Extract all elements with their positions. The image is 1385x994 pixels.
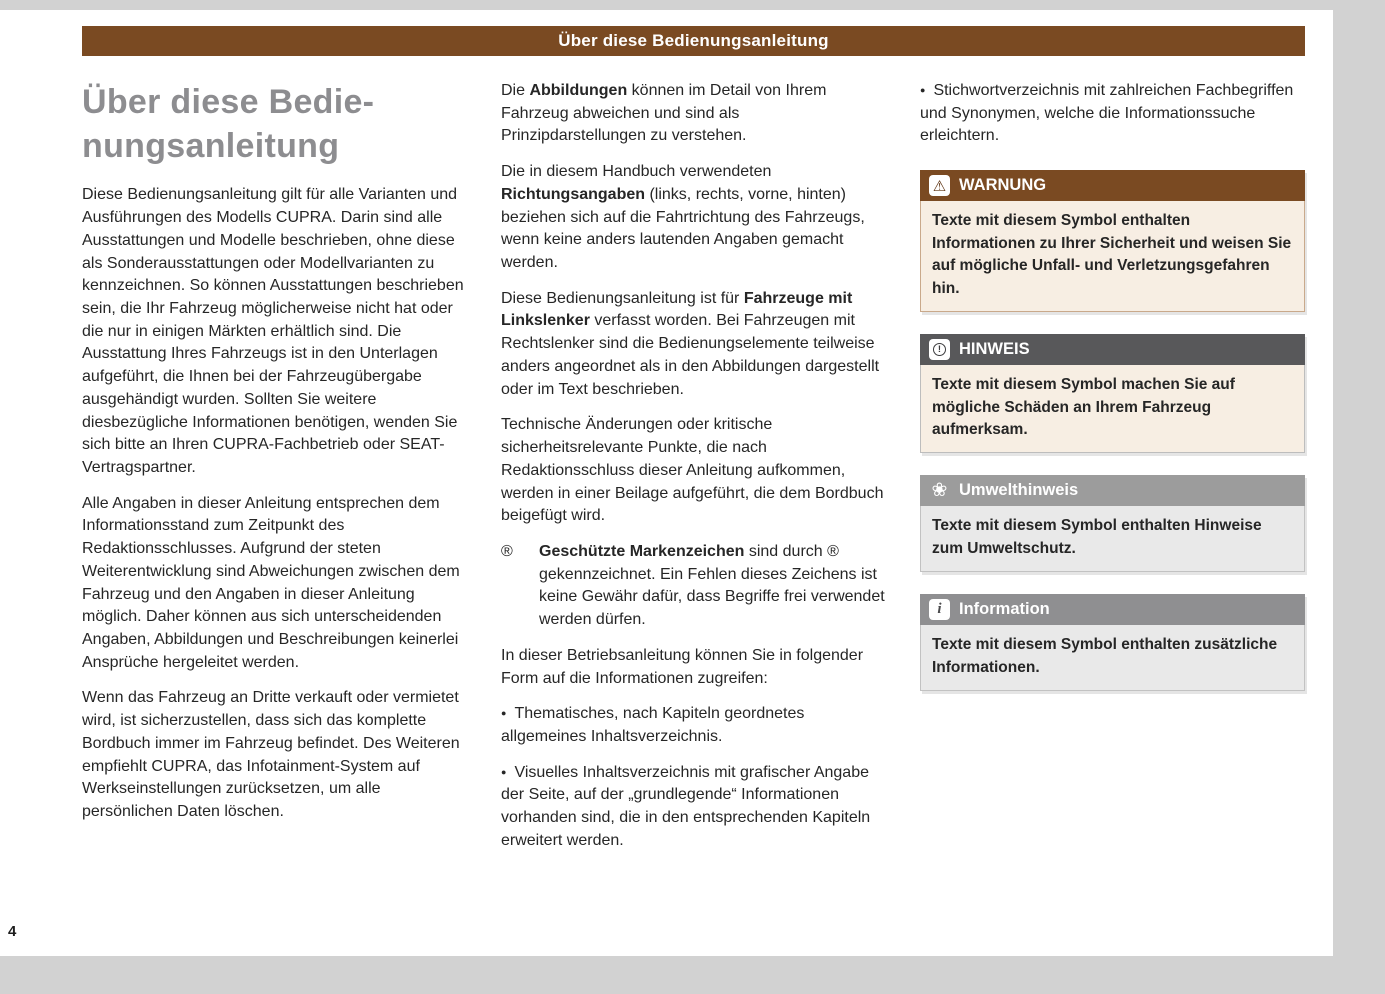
page-title-line-1: Über diese Bedie- (82, 83, 375, 121)
hinweis-notice-header (920, 334, 1305, 365)
bullet-icon: ● (501, 708, 507, 719)
column-3-text (920, 80, 1305, 148)
page-number: 4 (8, 923, 17, 940)
paragraph: Die in diesem Handbuch verwendeten Richtungsangaben (links, rechts, vorne, hinten) beziehen sich auf die Fahrtrichtung des Fahrzeugs, wenn keine anders lautenden Angaben gemacht werden. (501, 163, 865, 272)
paragraph: Wenn das Fahrzeug an Dritte verkauft oder vermietet wird, ist sicherzustellen, dass sich das komplette Bordbuch immer im Fahrzeug befindet. Des Weiteren empfiehlt CUPRA, das Infotainment-System auf Werkseinstellungen zurücksetzen, um alle persönlichen Daten löschen. (82, 689, 460, 821)
paragraph: Technische Änderungen oder kritische sicherheitsrelevante Punkte, die nach Redaktionsschluss dieser Anleitung aufkommen, werden in einer Beilage aufgeführt, die dem Bordbuch beigefügt wird. (501, 416, 884, 525)
paragraph: Die Abbildungen können im Detail von Ihrem Fahrzeug abweichen und sind als Prinzipdarstellungen zu verstehen. (501, 82, 827, 145)
paragraph: Diese Bedienungsanleitung ist für Fahrzeuge mit Linkslenker verfasst worden. Bei Fahrzeugen mit Rechtslenker sind die Bedienungselemente teilweise anders angeordnet als in den Abbildungen dargestellt oder im Text beschrieben. (501, 289, 880, 398)
column-1 (82, 80, 467, 866)
page-content (82, 80, 1305, 866)
information-notice-box (920, 594, 1305, 691)
paragraph: In dieser Betriebsanleitung können Sie in folgender Form auf die Informationen zugreifen: (501, 646, 864, 687)
hinweis-notice-title: HINWEIS (959, 340, 1030, 359)
bullet-item: ● Thematisches, nach Kapiteln geordnetes allgemeines Inhaltsverzeichnis. (501, 705, 805, 745)
information-notice-body: Texte mit diesem Symbol enthalten zusätzliche Informationen. (920, 625, 1305, 691)
umwelthinweis-notice-box (920, 475, 1305, 572)
warning-notice-header (920, 170, 1305, 201)
umwelthinweis-notice-header (920, 475, 1305, 506)
bullet-item: ● Visuelles Inhaltsverzeichnis mit grafischer Angabe der Seite, auf der „grundlegende“ Informationen vorhanden sind, die in den entsprechenden Kapiteln erweitert werden. (501, 763, 871, 849)
information-notice-title: Information (959, 600, 1050, 619)
bullet-icon: ● (501, 766, 507, 777)
column-2-text (501, 80, 886, 853)
column-1-text (82, 184, 467, 823)
hinweis-notice-body: Texte mit diesem Symbol machen Sie auf mögliche Schäden an Ihrem Fahrzeug aufmerksam. (920, 365, 1305, 453)
chapter-header-bar (82, 26, 1305, 56)
exclamation-circle-icon: ! (929, 339, 950, 360)
column-3 (920, 80, 1305, 866)
warning-notice-title: WARNUNG (959, 176, 1047, 195)
bullet-icon: ● (920, 85, 926, 95)
flower-icon: ❀ (931, 480, 948, 502)
bullet-item: ● Stichwortverzeichnis mit zahlreichen Fachbegriffen und Synonymen, welche die Informationssuche erleichtern. (920, 82, 1294, 145)
warning-triangle-icon: ⚠ (929, 175, 950, 196)
chapter-header-title: Über diese Bedienungsanleitung (558, 31, 829, 50)
paragraph: Diese Bedienungsanleitung gilt für alle Varianten und Ausführungen des Modells CUPRA. Darin sind alle Ausstattungen und Modelle beschrieben, ohne diese als Sonderausstattungen oder Modellvarianten zu kennzeichnen. So können Ausstattungen beschrieben sein, die Ihr Fahrzeug möglicherweise nicht hat oder die nur in einigen Märkten erhältlich sind. Die Ausstattung Ihres Fahrzeugs ist in den Unterlagen aufgeführt, die Ihnen bei der Fahrzeugübergabe ausgehändigt wurden. Sollten Sie weitere diesbezügliche Informationen benötigen, wenden Sie sich bitte an Ihren CUPRA-Fachbetrieb oder SEAT-Vertragspartner. (82, 186, 464, 476)
umwelthinweis-notice-title: Umwelthinweis (959, 481, 1079, 500)
hinweis-notice-box (920, 334, 1305, 453)
registered-mark-item: ® Geschützte Markenzeichen sind durch ® gekennzeichnet. Ein Fehlen dieses Zeichens ist keine Gewähr dafür, dass Begriffe frei verwendet werden dürfen. (501, 542, 885, 629)
manual-page (0, 10, 1333, 956)
registered-trademark-icon: ® (501, 542, 513, 560)
warning-notice-box (920, 170, 1305, 312)
info-icon: i (929, 599, 950, 620)
column-2 (501, 80, 886, 866)
umwelthinweis-notice-body: Texte mit diesem Symbol enthalten Hinweise zum Umweltschutz. (920, 506, 1305, 572)
page-title-line-2: nungsanleitung (82, 127, 340, 166)
warning-notice-body: Texte mit diesem Symbol enthalten Informationen zu Ihrer Sicherheit und weisen Sie auf mögliche Unfall- und Verletzungsgefahren hin. (920, 201, 1305, 312)
information-notice-header (920, 594, 1305, 625)
page-title (82, 80, 467, 168)
paragraph: Alle Angaben in dieser Anleitung entsprechen dem Informationsstand zum Zeitpunkt des Redaktionsschlusses. Aufgrund der steten Weiterentwicklung sind Abweichungen zwischen dem Fahrzeug und den Angaben in dieser Anleitung möglich. Daher können aus sich unterscheidenden Angaben, Abbildungen und Beschreibungen keinerlei Ansprüche hergeleitet werden. (82, 494, 460, 671)
